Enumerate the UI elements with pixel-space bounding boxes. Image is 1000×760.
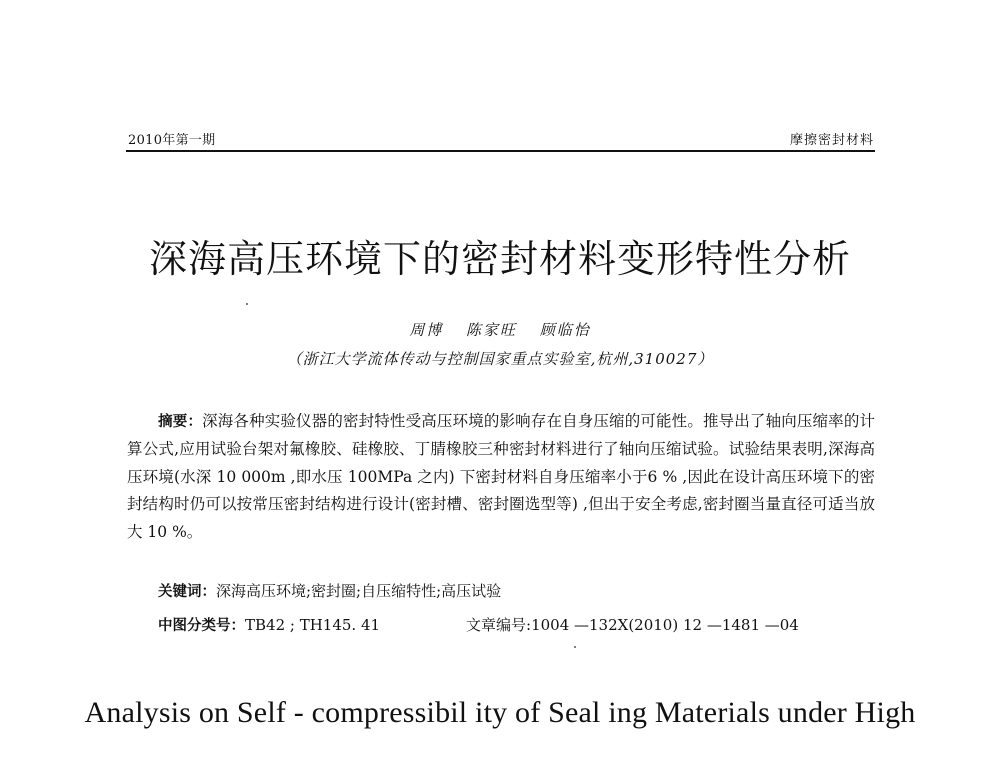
classification-label: 中图分类号： (158, 618, 245, 634)
paper-title: 深海高压环境下的密封材料变形特性分析 (148, 237, 851, 281)
author-name: 陈家旺 (465, 321, 517, 339)
keywords-text: 深海高压环境;密封圈;自压缩特性;高压试验 (216, 582, 502, 600)
classification-code: TB42 ; TH145. 41 (245, 616, 381, 634)
keywords-label: 关键词： (158, 584, 216, 600)
journal-issue: 2010年第一期 (128, 133, 216, 148)
abstract-text: 深海各种实验仪器的密封特性受高压环境的影响存在自身压缩的可能性。推导出了轴向压缩率的计算公式,应用试验台架对氟橡胶、硅橡胶、丁腈橡胶三种密封材料进行了轴向压缩试验。试验结果表明,深海高压环境(水深 10 000m ,即水压 100MPa 之内) 下密封材料自身压缩率小于6 % ,因此在设计高压环境下的密封结构时仍可以按常压密封结构进行设计(密封槽、密封圈选型等) ,但出于安全考虑,密封圈当量直径可适当放大 10 %。 (127, 412, 875, 541)
abstract (127, 408, 875, 546)
author-name: 顾临怡 (539, 321, 591, 339)
author-list (0, 319, 1000, 340)
keywords (158, 580, 501, 601)
author-affiliation: （浙江大学流体传动与控制国家重点实验室,杭州,310027） (286, 350, 714, 368)
author-name: 周博 (409, 321, 444, 339)
classification-line (158, 614, 878, 635)
abstract-label: 摘要： (158, 414, 203, 430)
journal-name: 摩擦密封材料 (789, 133, 874, 148)
article-number-label: 文章编号: (466, 616, 532, 634)
header-rule (126, 150, 875, 152)
article-number-value: 1004 —132X(2010) 12 —1481 —04 (531, 616, 799, 634)
scan-speck (246, 303, 248, 305)
scan-speck (574, 646, 576, 648)
english-title: Analysis on Self - compressibil ity of Seal ing Materials under High (84, 696, 916, 729)
article-number (466, 614, 799, 635)
